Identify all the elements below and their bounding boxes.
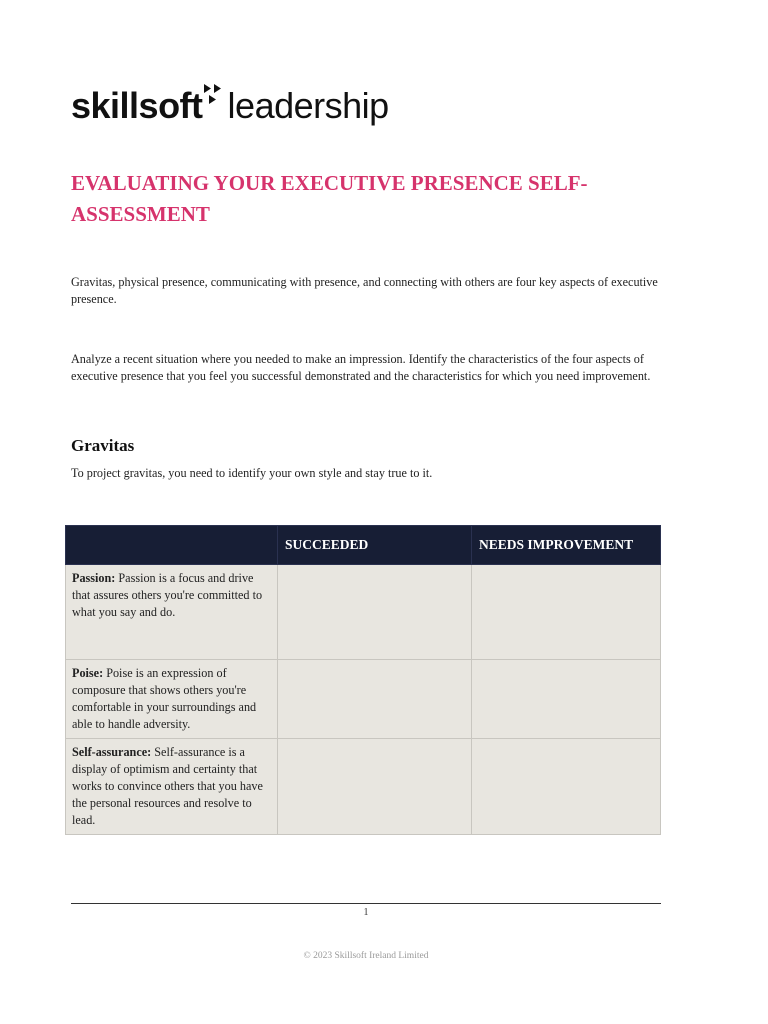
needs-improvement-cell[interactable] <box>472 739 661 835</box>
needs-improvement-cell[interactable] <box>472 565 661 660</box>
document-title: EVALUATING YOUR EXECUTIVE PRESENCE SELF-ASSESSMENT <box>71 171 588 226</box>
instruction-paragraph: Analyze a recent situation where you needed to make an impression. Identify the characteristics of the four aspects of executive presence that you feel you successful demonstrated and the characteristics for which you need improvement. <box>71 352 651 383</box>
characteristic-definition: Poise is an expression of composure that shows others you're comfortable in your surroundings and able to handle adversity. <box>72 666 257 731</box>
section-intro: To project gravitas, you need to identify your own style and stay true to it. <box>71 466 433 480</box>
logo-suffix-text: leadership <box>227 85 389 126</box>
copyright-notice: © 2023 Skillsoft Ireland Limited <box>303 951 429 961</box>
table-header-row <box>66 526 661 565</box>
footer-divider <box>71 903 661 904</box>
column-header-needs-improvement: NEEDS IMPROVEMENT <box>472 526 661 565</box>
characteristic-definition: Passion is a focus and drive that assures others you're committed to what you say and do. <box>72 571 263 619</box>
section-heading-gravitas: Gravitas <box>71 436 135 455</box>
characteristic-definition: Self-assurance is a display of optimism and certainty that works to convince others that you have the personal resources and resolve to lead. <box>72 745 263 827</box>
skillsoft-leadership-logo <box>71 80 389 132</box>
page-number: 1 <box>363 907 369 918</box>
table-row <box>66 660 661 739</box>
succeeded-cell[interactable] <box>278 565 472 660</box>
intro-paragraph: Gravitas, physical presence, communicating with presence, and connecting with others are four key aspects of executive presence. <box>71 275 658 306</box>
succeeded-cell[interactable] <box>278 660 472 739</box>
characteristic-term: Passion: <box>72 571 116 585</box>
column-header-succeeded: SUCCEEDED <box>278 526 472 565</box>
characteristic-cell <box>66 565 278 660</box>
gravitas-assessment-table <box>65 525 661 835</box>
characteristic-cell <box>66 739 278 835</box>
column-header-characteristic <box>66 526 278 565</box>
table-row <box>66 565 661 660</box>
logo-brand-text: skillsoft <box>71 85 203 126</box>
table-row <box>66 739 661 835</box>
characteristic-term: Poise: <box>72 666 104 680</box>
needs-improvement-cell[interactable] <box>472 660 661 739</box>
triple-chevron-icon <box>204 84 224 106</box>
succeeded-cell[interactable] <box>278 739 472 835</box>
characteristic-cell <box>66 660 278 739</box>
characteristic-term: Self-assurance: <box>72 745 152 759</box>
